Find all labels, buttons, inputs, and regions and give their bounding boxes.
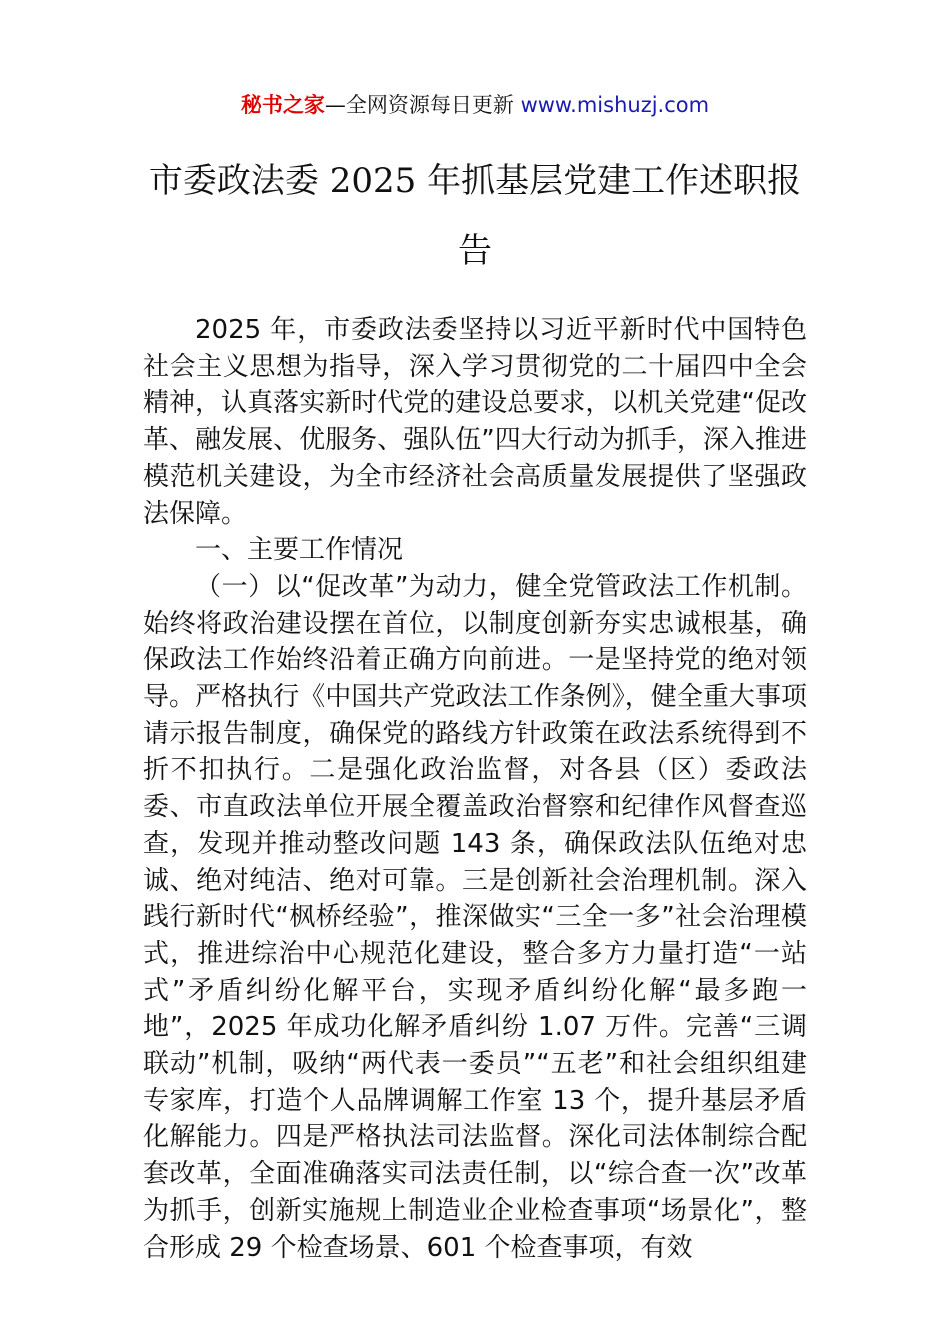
body-paragraph: （一）以“促改革”为动力，健全党管政法工作机制。始终将政治建设摆在首位，以制度创新夯实忠诚根基，确保政法工作始终沿着正确方向前进。一是坚持党的绝对领导。严格执行《中国共产党政法工作条例》，健全重大事项请示报告制度，确保党的路线方针政策在政法系统得到不折不扣执行。二是强化政治监督，对各县（区）委政法委、市直政法单位开展全覆盖政治督察和纪律作风督查巡查，发现并推动整改问题 143 条，确保政法队伍绝对忠诚、绝对纯洁、绝对可靠。三是创新社会治理机制。深入践行新时代“枫桥经验”，推深做实“三全一多”社会治理模式，推进综治中心规范化建设，整合多方力量打造“一站式”矛盾纠纷化解平台，实现矛盾纠纷化解“最多跑一地”，2025 年成功化解矛盾纠纷 1.07 万件。完善“三调联动”机制，吸纳“两代表一委员”“五老”和社会组织组建专家库，打造个人品牌调解工作室 13 个，提升基层矛盾化解能力。四是严格执法司法监督。深化司法体制综合配套改革，全面准确落实司法责任制，以“综合查一次”改革为抓手，创新实施规上制造业企业检查事项“场景化”，整合形成 29 个检查场景、601 个检查事项，有效 — [143, 571, 807, 1263]
watermark-url-link[interactable]: www.mishuzj.com — [520, 93, 710, 117]
document-body — [143, 312, 807, 1266]
document-title: 市委政法委 2025 年抓基层党建工作述职报告 — [148, 161, 802, 271]
site-watermark-header — [0, 88, 950, 122]
section-heading: 一、主要工作情况 — [195, 535, 404, 566]
watermark-slogan: —全网资源每日更新 — [324, 93, 521, 117]
watermark-brand: 秘书之家 — [240, 93, 325, 117]
intro-paragraph: 2025 年，市委政法委坚持以习近平新时代中国特色社会主义思想为指导，深入学习贯彻党的二十届四中全会精神，认真落实新时代党的建设总要求，以机关党建“促改革、融发展、优服务、强队伍”四大行动为抓手，深入推进模范机关建设，为全市经济社会高质量发展提供了坚强政法保障。 — [143, 315, 807, 529]
